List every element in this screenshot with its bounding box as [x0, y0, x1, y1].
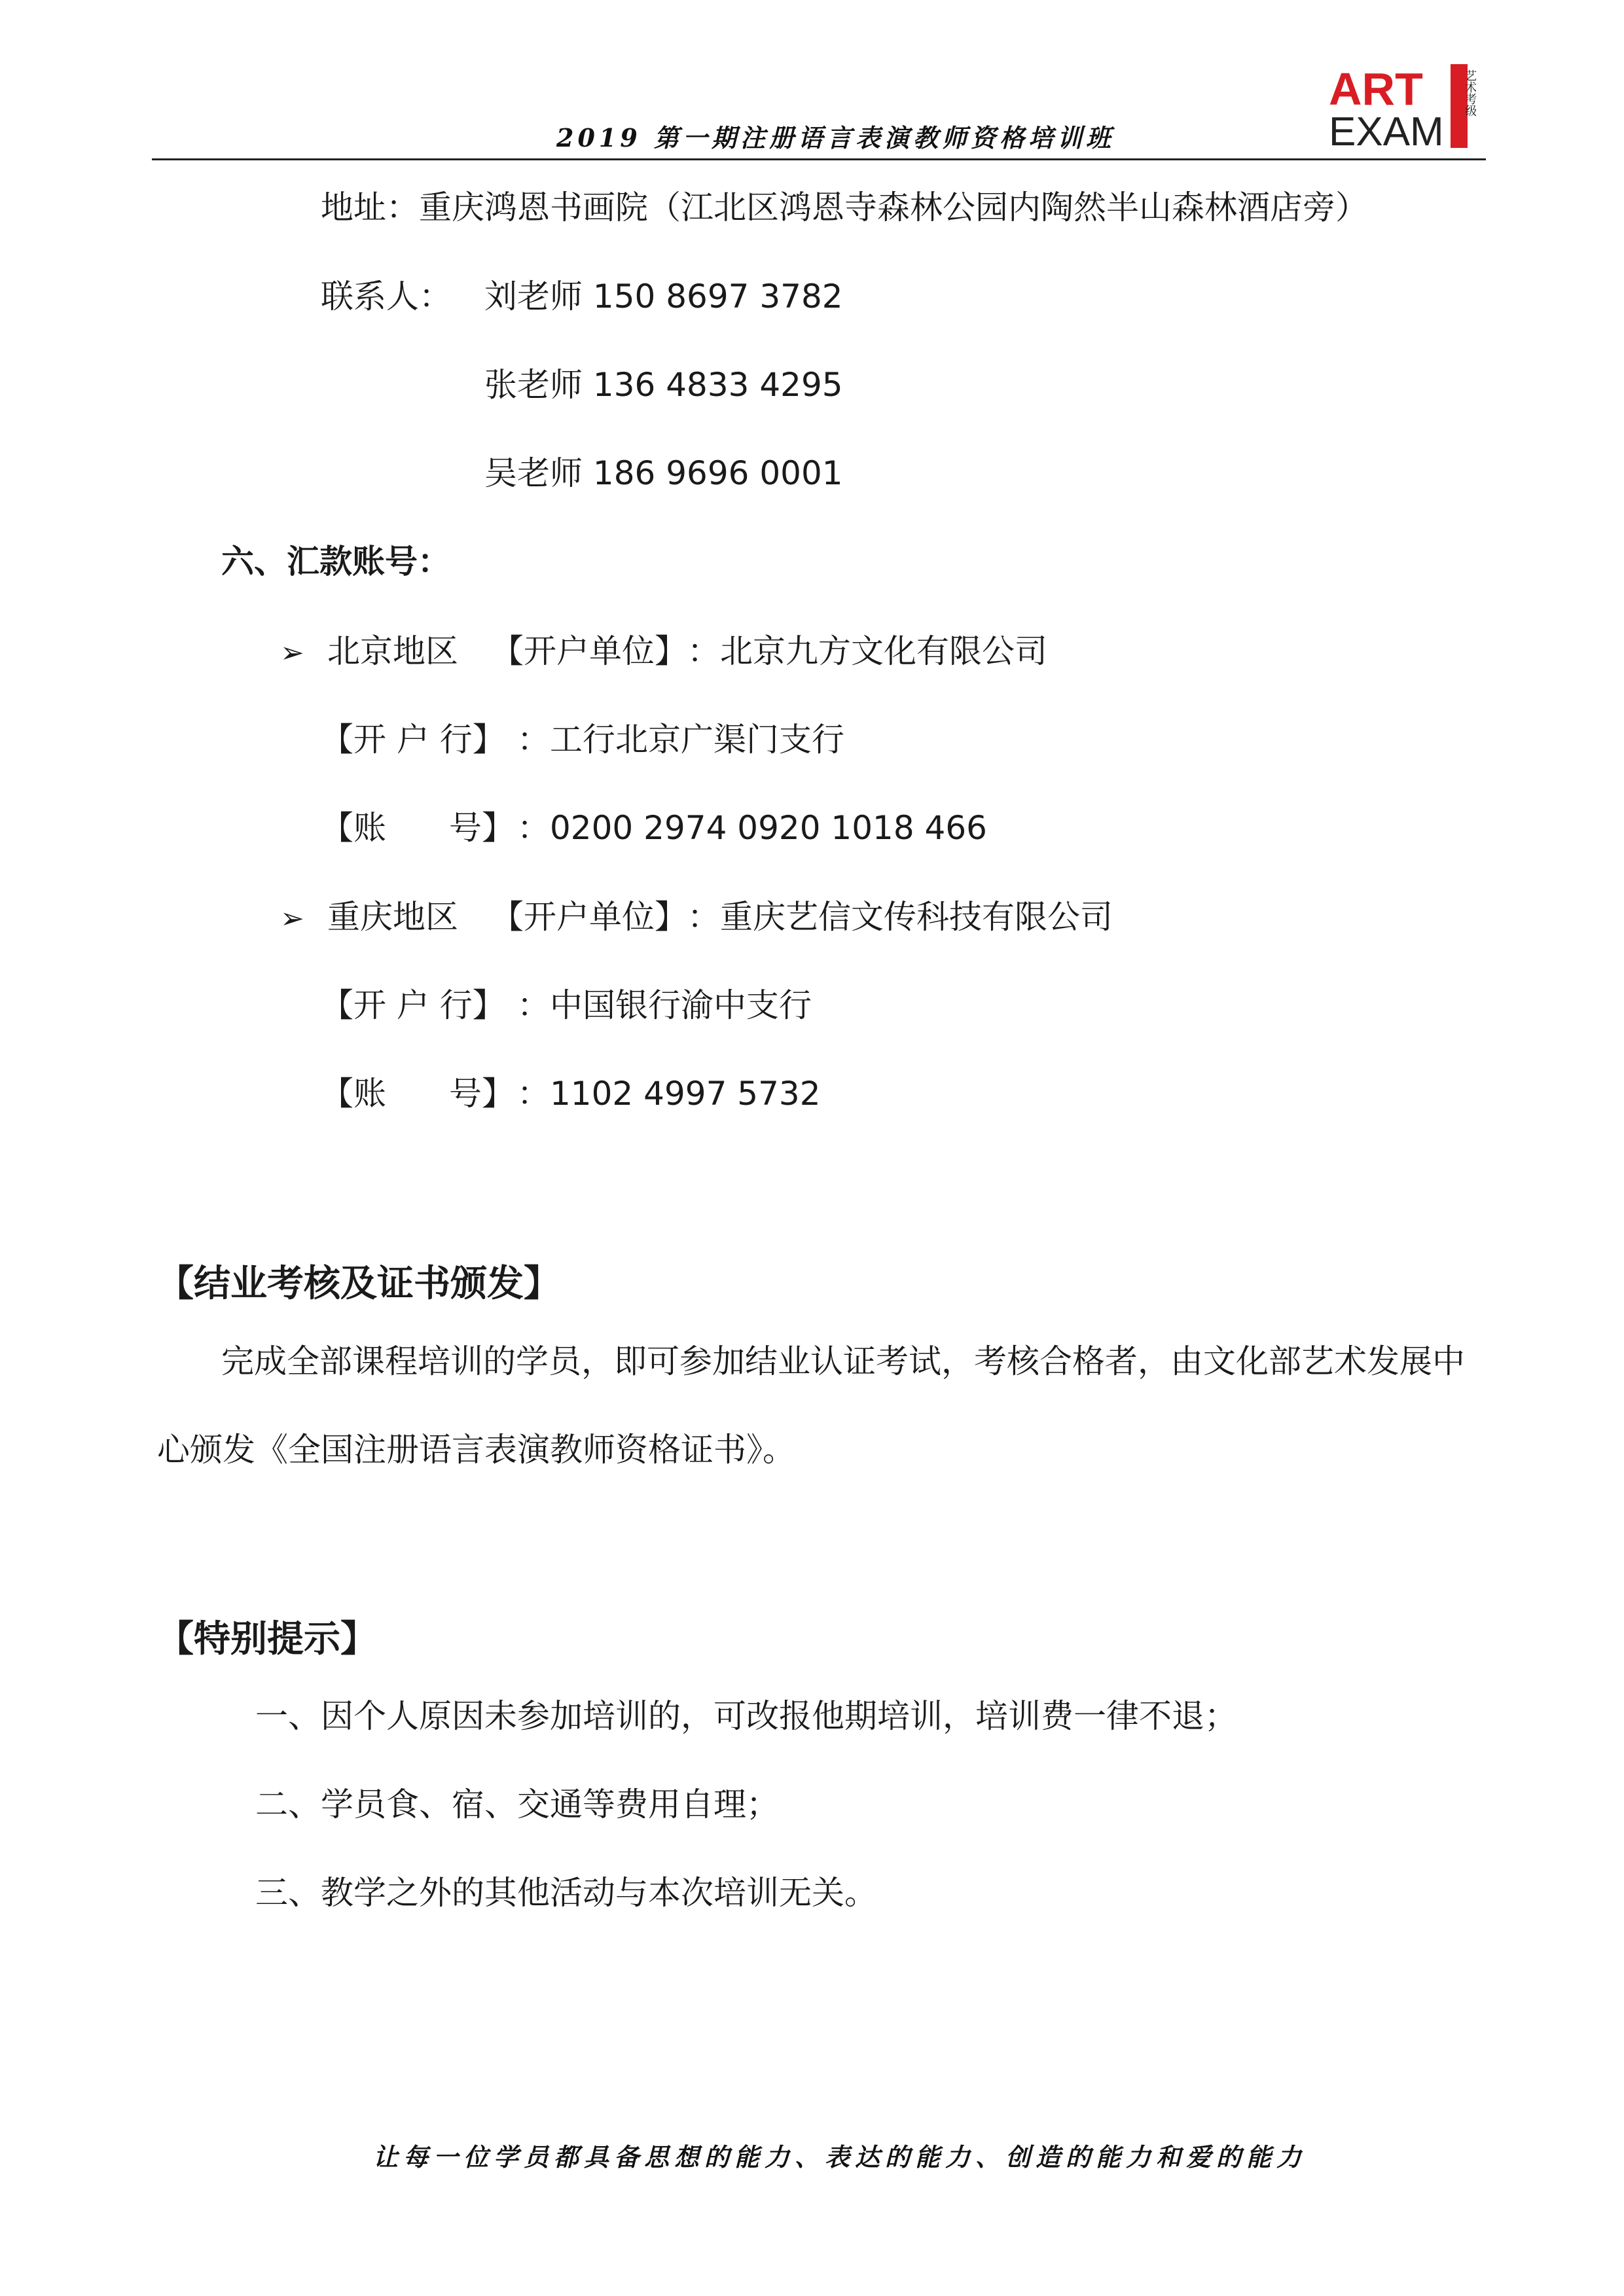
account-unit-label: 【开户单位】	[491, 632, 687, 670]
account-bank-value: ：中国银行渝中支行	[517, 986, 812, 1024]
completion-text-line2: 心颁发《全国注册语言表演教师资格证书》。	[157, 1431, 795, 1469]
contact-item: 刘老师 150 8697 3782	[484, 278, 843, 315]
contacts-label: 联系人：	[321, 278, 452, 315]
contact-item: 张老师 136 4833 4295	[484, 366, 843, 404]
logo-bottom-text: EXAM	[1329, 109, 1444, 148]
account-unit-value: ：重庆艺信文传科技有限公司	[687, 898, 1113, 936]
account-number-value: ：0200 2974 0920 1018 466	[517, 809, 987, 847]
account-number-label-left: 【账	[321, 809, 386, 847]
account-region: 重庆地区	[327, 898, 458, 936]
section6-title: 六、汇款账号：	[221, 543, 450, 581]
completion-title: 【结业考核及证书颁发】	[157, 1263, 560, 1305]
account-number-label-left: 【账	[321, 1075, 386, 1113]
account-unit-label: 【开户单位】	[491, 898, 687, 936]
account-unit-value: ：北京九方文化有限公司	[687, 632, 1047, 670]
account-number-value: ：1102 4997 5732	[517, 1075, 821, 1113]
arrow-bullet-icon: ➢	[280, 636, 304, 670]
art-exam-logo	[1329, 64, 1476, 148]
header-divider	[152, 158, 1486, 160]
completion-text-line1: 完成全部课程培训的学员，即可参加结业认证考试，考核合格者，由文化部艺术发展中	[221, 1342, 1465, 1380]
notice-item: 二、学员食、宿、交通等费用自理；	[255, 1785, 779, 1823]
address-line: 地址：重庆鸿恩书画院（江北区鸿恩寺森林公园内陶然半山森林酒店旁）	[321, 188, 1368, 226]
notice-item: 三、教学之外的其他活动与本次培训无关。	[255, 1874, 877, 1912]
account-region: 北京地区	[327, 632, 458, 670]
account-bank-label: 【开 户 行】	[321, 986, 505, 1024]
notice-item: 一、因个人原因未参加培训的，可改报他期培训，培训费一律不退；	[255, 1697, 1237, 1735]
arrow-bullet-icon: ➢	[280, 902, 304, 935]
logo-side-text: 艺术考级	[1463, 69, 1476, 117]
header-title: 2019 第一期注册语言表演教师资格培训班	[556, 123, 1115, 152]
contact-item: 吴老师 186 9696 0001	[484, 454, 843, 492]
account-number-label-right: 号】	[449, 1075, 514, 1113]
account-bank-label: 【开 户 行】	[321, 721, 505, 759]
account-bank-value: ：工行北京广渠门支行	[517, 721, 844, 759]
footer-slogan: 让每一位学员都具备思想的能力、表达的能力、创造的能力和爱的能力	[373, 2142, 1307, 2172]
notice-title: 【特别提示】	[157, 1618, 377, 1660]
logo-top-text: ART	[1329, 64, 1423, 115]
account-number-label-right: 号】	[449, 809, 514, 847]
